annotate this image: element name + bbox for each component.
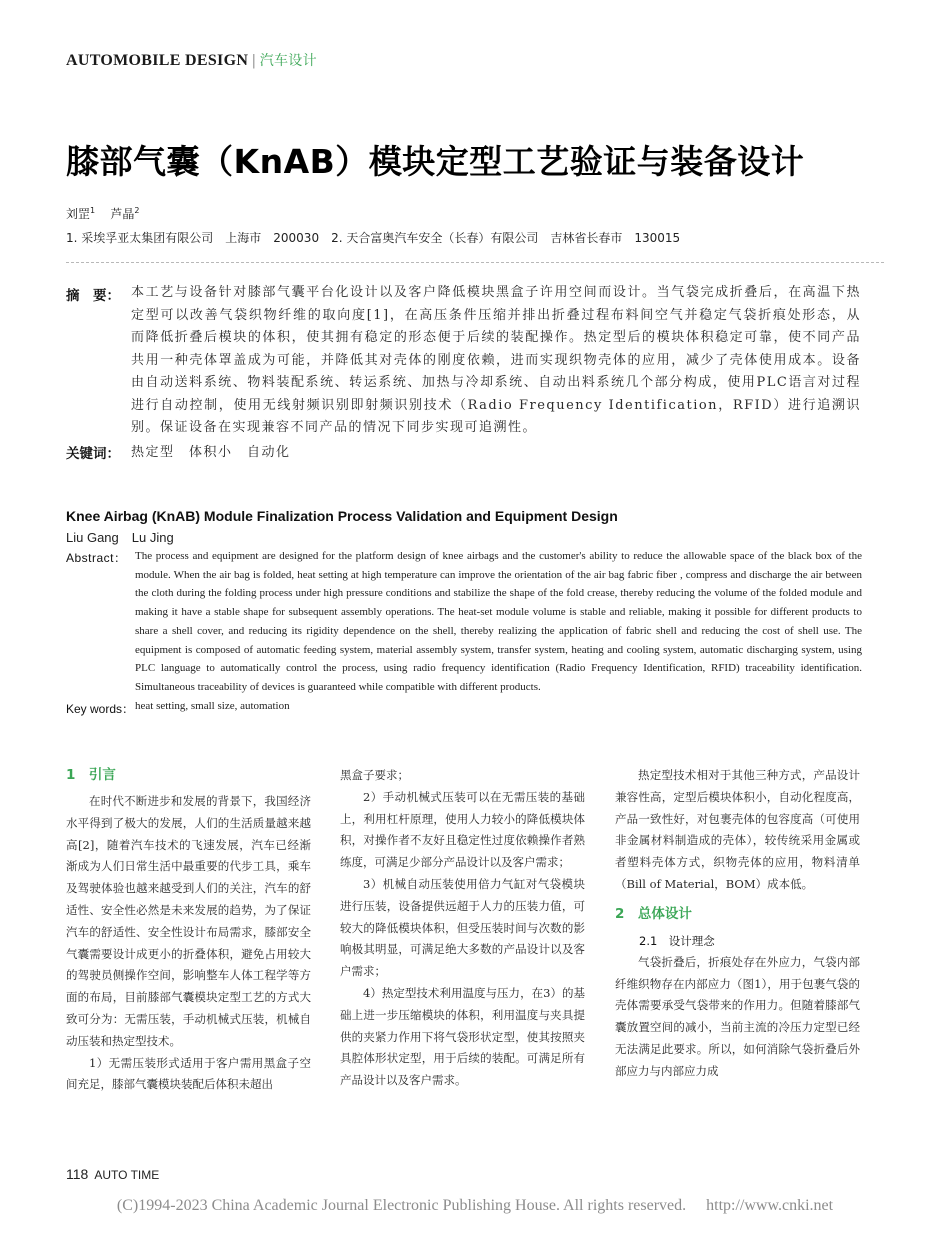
subsection-heading: 2.1 设计理念 bbox=[639, 933, 715, 948]
journal-header bbox=[66, 50, 317, 70]
abstract-text-en: The process and equipment are designed for the platform design of knee airbags and the customer's ability to reduce the allowable space of the black box of the module. When the air bag is folded, heat setting at high temperature can improve the orientation of the air bag fabric fiber , compress and discharge the air between the cloth during the folding process under high pressure conditions and stabilize the shape of the fold crease, thereby reducing the volume of the folded module and making it have a stable shape for subsequent assembly operations. The heat-set module volume is stable and reliable, making it possible for different products to share a shell cover, and reducing its rigidity dependence on the shell, thereby realizing the application of fabric shell and reducing the cost of shell use. The equipment is composed of automatic feeding system, material assembly system, transfer system, heating and cooling system, automatic discharging system, using PLC language to automatically control the process, using radio frequency identification (Radio Frequency Identification, RFID) traceability identification. Simultaneous traceability of devices is guaranteed while compatible with different products. bbox=[135, 550, 862, 693]
journal-name-cn: 汽车设计 bbox=[259, 53, 317, 69]
body-paragraph: 在时代不断进步和发展的背景下，我国经济水平得到了极大的发展，人们的生活质量越来越高[2]，随着汽车技术的飞速发展，汽车已经渐渐成为人们日常生活中最重要的代步工具，乘车及驾驶体验也越来越受到人们的关注，汽车的舒适性、安全性必然是未来发展的趋势，为了保证汽车的舒适性、安全性设计布局需求，膝部安全气囊需要设计成更小的折叠体积，避免占用较大的驾驶员侧操作空间，影响整车人体工程学等方面的布局，目前膝部气囊模块定型工艺的方式大致可分为：无需压装，手动机械式压装，机械自动压装和热定型技术。 bbox=[66, 794, 311, 1048]
keywords-label-en: Key words： bbox=[66, 702, 135, 716]
english-authors: Liu Gang Lu Jing bbox=[66, 530, 174, 545]
body-paragraph: 1）无需压装形式适用于客户需用黑盒子空间充足，膝部气囊模块装配后体积未超出 bbox=[66, 1055, 311, 1092]
abstract-label-cn: 摘 要： bbox=[66, 288, 120, 304]
page-number: 118 bbox=[66, 1166, 89, 1182]
author-affil-mark: 1 bbox=[90, 206, 96, 215]
body-column-1 bbox=[66, 765, 311, 1096]
affiliations: 1. 采埃孚亚太集团有限公司 上海市 200030 2. 天合富奥汽车安全（长春）有限公司 吉林省长春市 130015 bbox=[66, 231, 681, 245]
page-footer-label bbox=[66, 1166, 159, 1182]
body-paragraph: 4）热定型技术利用温度与压力，在3）的基础上进一步压缩模块的体积，利用温度与夹具提供的夹紧力作用下将气袋形状定型，使其按照夹具腔体形状定型，用于后续的装配。可满足所有产品设计以及客户需求。 bbox=[340, 985, 585, 1088]
keywords-label-cn: 关键词： bbox=[66, 446, 120, 462]
copyright-footer: (C)1994-2023 China Academic Journal Electronic Publishing House. All rights reserved. http://www.cnki.net bbox=[116, 1197, 834, 1214]
journal-footer-name: AUTO TIME bbox=[94, 1168, 160, 1182]
paper-title: 膝部气囊（KnAB）模块定型工艺验证与装备设计 bbox=[66, 142, 805, 181]
author-name: 芦晶 bbox=[110, 207, 135, 221]
journal-name-en: AUTOMOBILE DESIGN bbox=[66, 52, 249, 69]
author-list bbox=[66, 205, 139, 222]
body-paragraph: 黑盒子要求； bbox=[340, 768, 409, 782]
body-column-2 bbox=[340, 765, 585, 1092]
author-affil-mark: 2 bbox=[134, 206, 140, 215]
section-heading: 1 引言 bbox=[66, 767, 116, 783]
section-heading: 2 总体设计 bbox=[615, 905, 692, 922]
abstract-label-en: Abstract： bbox=[66, 551, 127, 565]
abstract-text-cn: 本工艺与设备针对膝部气囊平台化设计以及客户降低模块黑盒子许用空间而设计。当气袋完成折叠后，在高温下热定型可以改善气袋织物纤维的取向度[1]，在高压条件压缩并排出折叠过程布料间空气并稳定气袋折痕处形态，从而降低折叠后模块的体积，使其拥有稳定的形态便于后续的装配操作。热定型后的模块体积稳定可靠，使不同产品共用一种壳体罩盖成为可能，并降低其对壳体的刚度依赖，进而实现织物壳体的应用，减少了壳体使用成本。设备由自动送料系统、物料装配系统、转运系统、加热与冷却系统、自动出料系统几个部分构成，使用PLC语言对过程进行自动控制，使用无线射频识别即射频识别技术（Radio Frequency Identification，RFID）进行追溯识别。保证设备在实现兼容不同产品的情况下同步实现可追溯性。 bbox=[131, 285, 861, 435]
header-separator: | bbox=[252, 52, 256, 69]
author-name: 刘罡 bbox=[66, 207, 91, 221]
body-column-3 bbox=[615, 765, 860, 1083]
body-paragraph: 2）手动机械式压装可以在无需压装的基础上，利用杠杆原理，使用人力较小的降低模块体积，对操作者不友好且稳定性过度依赖操作者熟练度，可满足少部分产品设计以及客户需求； bbox=[340, 789, 585, 870]
keywords-text-en: heat setting, small size, automation bbox=[135, 700, 290, 712]
body-paragraph: 热定型技术相对于其他三种方式，产品设计兼容性高，定型后模块体积小，自动化程度高，产品一致性好，对包裹壳体的包容度高（可使用非金属材料制造成的壳体），较传统采用金属或者塑料壳体方式，织物壳体的应用，物料清单（Bill of Material，BOM）成本低。 bbox=[615, 768, 860, 891]
english-title: Knee Airbag (KnAB) Module Finalization Process Validation and Equipment Design bbox=[66, 508, 618, 524]
keywords-text-cn: 热定型 体积小 自动化 bbox=[131, 445, 291, 460]
body-paragraph: 气袋折叠后，折痕处存在外应力，气袋内部纤维织物存在内部应力（图1），用于包裹气袋的壳体需要承受气袋带来的作用力。但随着膝部气囊放置空间的减小，当前主流的冷压力定型已经无法满足此要求。所以，如何消除气袋折叠后外部应力与内部应力成 bbox=[615, 954, 860, 1078]
divider bbox=[66, 262, 884, 263]
body-paragraph: 3）机械自动压装使用倍力气缸对气袋模块进行压装，设备提供远超于人力的压装力值，可较大的降低模块体积，但受压装时间与次数的影响极其明显，可满足绝大多数的产品设计以及客户需求； bbox=[340, 876, 585, 979]
